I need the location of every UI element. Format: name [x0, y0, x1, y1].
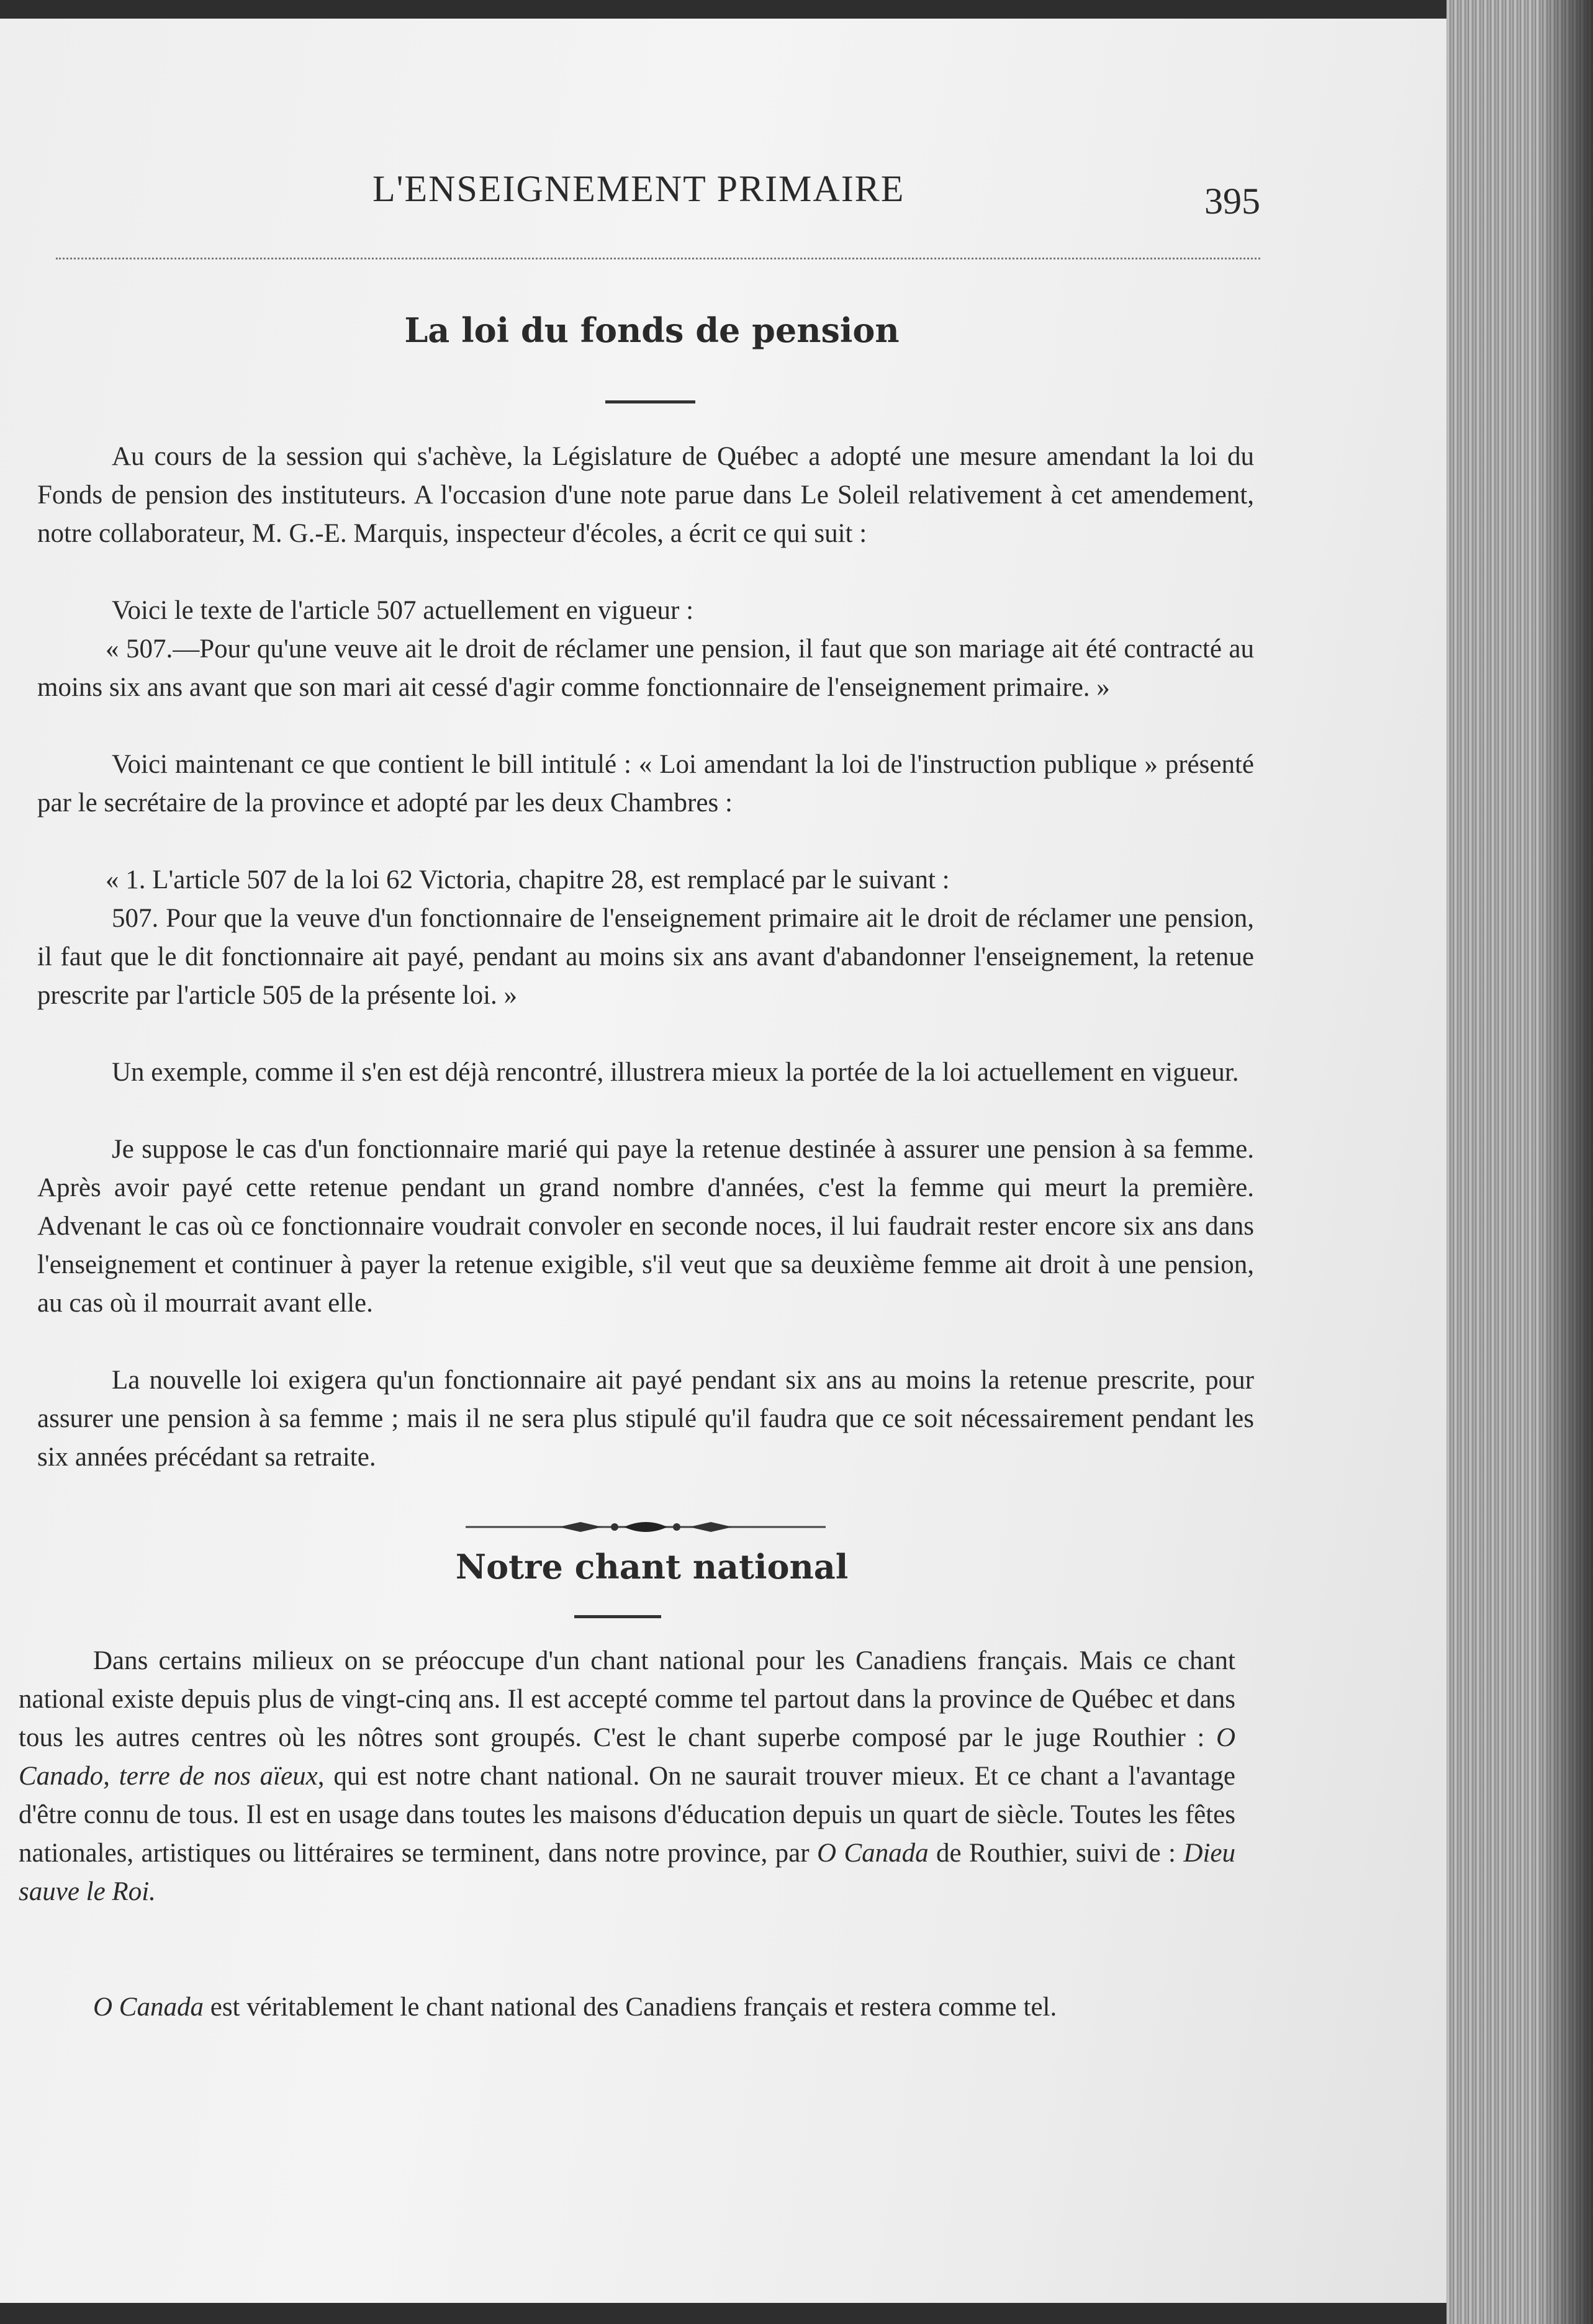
paragraph: Voici le texte de l'article 507 actuellement en vigueur : — [112, 596, 694, 625]
paragraph: Je suppose le cas d'un fonctionnaire marié qui paye la retenue destinée à assurer une pension à sa femme. Après avoir payé cette retenue pendant un grand nombre d'années, c'est la femme qui meurt la première. Advenant le cas où ce fonctionnaire voudrait convoler en seconde noces, il lui faudrait rester encore six ans dans l'enseignement et continuer à payer la retenue exigible, s'il veut que sa deuxième femme ait droit à une pension, au cas où il mourrait avant elle. — [37, 1135, 1254, 1318]
paragraph: « 507.—Pour qu'une veuve ait le droit de réclamer une pension, il faut que son mariage ait été contracté au moins six ans avant que son mari ait cessé d'agir comme fonctionnaire de l'enseignement primaire. » — [37, 634, 1254, 702]
title-underline — [605, 400, 695, 403]
paragraph: 507. Pour que la veuve d'un fonctionnaire de l'enseignement primaire ait le droit de réclamer une pension, il faut que le dit fonctionnaire ait payé, pendant au moins six ans avant d'abandonner l'enseignement, la retenue prescrite par l'article 505 de la présente loi. » — [37, 904, 1254, 1010]
paragraph: Voici maintenant ce que contient le bill intitulé : « Loi amendant la loi de l'instruction publique » présenté par le secrétaire de la province et adopté par les deux Chambres : — [37, 750, 1254, 817]
paragraph: Au cours de la session qui s'achève, la Législature de Québec a adopté une mesure amendant la loi du Fonds de pension des instituteurs. A l'occasion d'une note parue dans Le Soleil relativement à cet amendement, notre collaborateur, M. G.-E. Marquis, inspecteur d'écoles, a écrit ce qui suit : — [37, 442, 1254, 548]
paragraph: « 1. L'article 507 de la loi 62 Victoria, chapitre 28, est remplacé par le suivant : — [106, 865, 950, 894]
header-rule — [56, 258, 1260, 259]
paragraph: Dans certains milieux on se préoccupe d'un chant national pour les Canadiens français. Mais ce chant national existe depuis plus de vingt-cinq ans. Il est accepté comme tel partout dans la province de Québec et dans tous les autres centres où les nôtres sont groupés. C'est le chant superbe composé par le juge Routhier : O Canado, terre de nos aïeux, qui est notre chant national. On ne saurait trouver mieux. Et ce chant a l'avantage d'être connu de tous. Il est en usage dans toutes les maisons d'éducation depuis un quart de siècle. Toutes les fêtes nationales, artistiques ou littéraires se terminent, dans notre province, par O Canada de Routhier, suivi de : Dieu sauve le Roi. — [19, 1646, 1236, 1906]
article-title-chant: Notre chant national — [455, 1547, 849, 1587]
paragraph: Un exemple, comme il s'en est déjà rencontré, illustrera mieux la portée de la loi actuellement en vigueur. — [112, 1058, 1239, 1087]
book-page — [0, 19, 1446, 2303]
book-page-edges — [1446, 0, 1593, 2324]
page-number: 395 — [1204, 181, 1260, 222]
ornamental-divider — [466, 1515, 826, 1539]
article-title-pension: La loi du fonds de pension — [404, 310, 900, 350]
title-underline — [574, 1615, 661, 1618]
paragraph: O Canada est véritablement le chant national des Canadiens français et restera comme tel. — [93, 1993, 1057, 2022]
running-title: L'ENSEIGNEMENT PRIMAIRE — [372, 168, 905, 209]
paragraph: La nouvelle loi exigera qu'un fonctionnaire ait payé pendant six ans au moins la retenue prescrite, pour assurer une pension à sa femme ; mais il ne sera plus stipulé qu'il faudra que ce soit nécessairement pendant les six années précédant sa retraite. — [37, 1366, 1254, 1472]
